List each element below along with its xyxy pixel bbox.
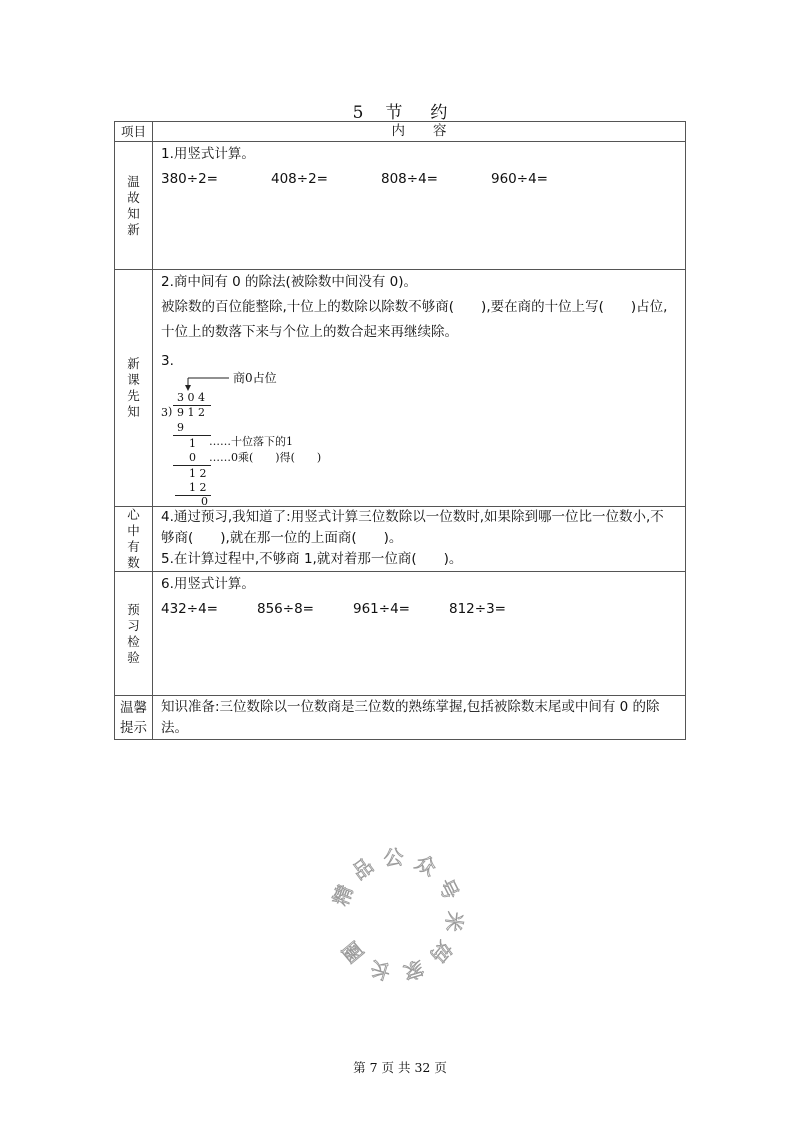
seal-char: 家	[400, 955, 427, 985]
remainder: 0	[201, 495, 208, 508]
row-content-xinzhong	[153, 507, 686, 572]
watermark-seal	[322, 840, 472, 990]
row-label-wengu: 温故知新	[115, 142, 153, 270]
question-2-heading: 2.商中间有 0 的除法(被除数中间没有 0)。	[161, 274, 417, 290]
seal-char: 妈	[425, 936, 457, 968]
problem: 960÷4=	[491, 171, 548, 187]
step-5: 1 2	[189, 481, 207, 494]
division-bracket: )	[168, 405, 173, 418]
row-wengu	[115, 142, 686, 270]
row-yuxi	[115, 572, 686, 696]
problem: 380÷2=	[161, 171, 218, 187]
tip-line-1: 知识准备:三位数除以一位数商是三位数的熟练掌握,包括被除数末尾或中间有 0 的除	[161, 699, 660, 715]
tip-line-2: 法。	[161, 720, 188, 736]
row-content-wengu	[153, 142, 686, 270]
step-line	[173, 465, 211, 466]
question-1-heading: 1.用竖式计算。	[161, 146, 255, 162]
question-5: 5.在计算过程中,不够商 1,就对着那一位商( )。	[161, 551, 463, 567]
lesson-table	[114, 121, 686, 740]
lesson-title-char-1: 节	[385, 103, 403, 123]
page-number: 第 7 页 共 32 页	[353, 1060, 447, 1075]
row-content-yuxi	[153, 572, 686, 696]
question-1-problems	[161, 167, 679, 192]
row-label-xinke: 新课先知	[115, 270, 153, 507]
row-xinzhong	[115, 507, 686, 572]
seal-char: 号	[433, 874, 464, 904]
step-1: 9	[177, 421, 184, 434]
row-label-xinzhong: 心中有数	[115, 507, 153, 572]
seal-char: 米	[441, 910, 468, 933]
seal-char: 众	[411, 849, 441, 881]
page-title	[0, 98, 800, 123]
seal-char: 圈	[337, 936, 369, 968]
lesson-number: 5	[352, 103, 364, 123]
question-6-problems	[161, 597, 679, 622]
seal-char: 品	[347, 853, 378, 885]
question-2-line-2: 十位上的数落下来与个位上的数合起来再继续除。	[161, 324, 458, 340]
table-header-row	[115, 122, 686, 142]
long-division-diagram	[161, 371, 401, 508]
step-2: 1	[189, 437, 196, 450]
question-4-line-2: 够商( ),就在那一位的上面商( )。	[161, 530, 403, 546]
step-3: 0	[189, 451, 196, 464]
row-content-xinke	[153, 270, 686, 507]
divisor: 3	[161, 406, 168, 419]
step-4: 1 2	[189, 467, 207, 480]
question-2-line-1: 被除数的百位能整除,十位上的数除以除数不够商( ),要在商的十位上写( )占位,	[161, 299, 668, 315]
seal-char: 精	[328, 881, 358, 909]
row-label-yuxi: 预习检验	[115, 572, 153, 696]
arrow-note: 商0占位	[233, 371, 277, 385]
problem: 432÷4=	[161, 601, 218, 617]
question-6-heading: 6.用竖式计算。	[161, 576, 255, 592]
row-xinke	[115, 270, 686, 507]
problem: 808÷4=	[381, 171, 438, 187]
row-content-wenxin	[153, 696, 686, 740]
seal-char: 长	[367, 955, 394, 985]
step-line	[173, 435, 211, 436]
dividend: 9 1 2	[177, 406, 205, 419]
header-item: 项目	[115, 122, 153, 142]
note-tens: ……十位落下的1	[209, 435, 293, 448]
problem: 812÷3=	[449, 601, 506, 617]
seal-char: 公	[382, 845, 405, 871]
question-3-heading: 3.	[161, 353, 174, 369]
problem: 408÷2=	[271, 171, 328, 187]
problem: 856÷8=	[257, 601, 314, 617]
note-zero: ……0乘( )得( )	[209, 451, 322, 464]
down-arrow-icon	[183, 374, 231, 392]
row-label-wenxin: 温馨 提示	[115, 696, 153, 740]
quotient: 3 0 4	[177, 391, 205, 404]
header-content: 内 容	[153, 122, 686, 142]
problem: 961÷4=	[353, 601, 410, 617]
question-4-line-1: 4.通过预习,我知道了:用竖式计算三位数除以一位数时,如果除到哪一位比一位数小,不	[161, 509, 664, 525]
row-wenxin	[115, 696, 686, 740]
lesson-title-char-2: 约	[430, 103, 448, 123]
